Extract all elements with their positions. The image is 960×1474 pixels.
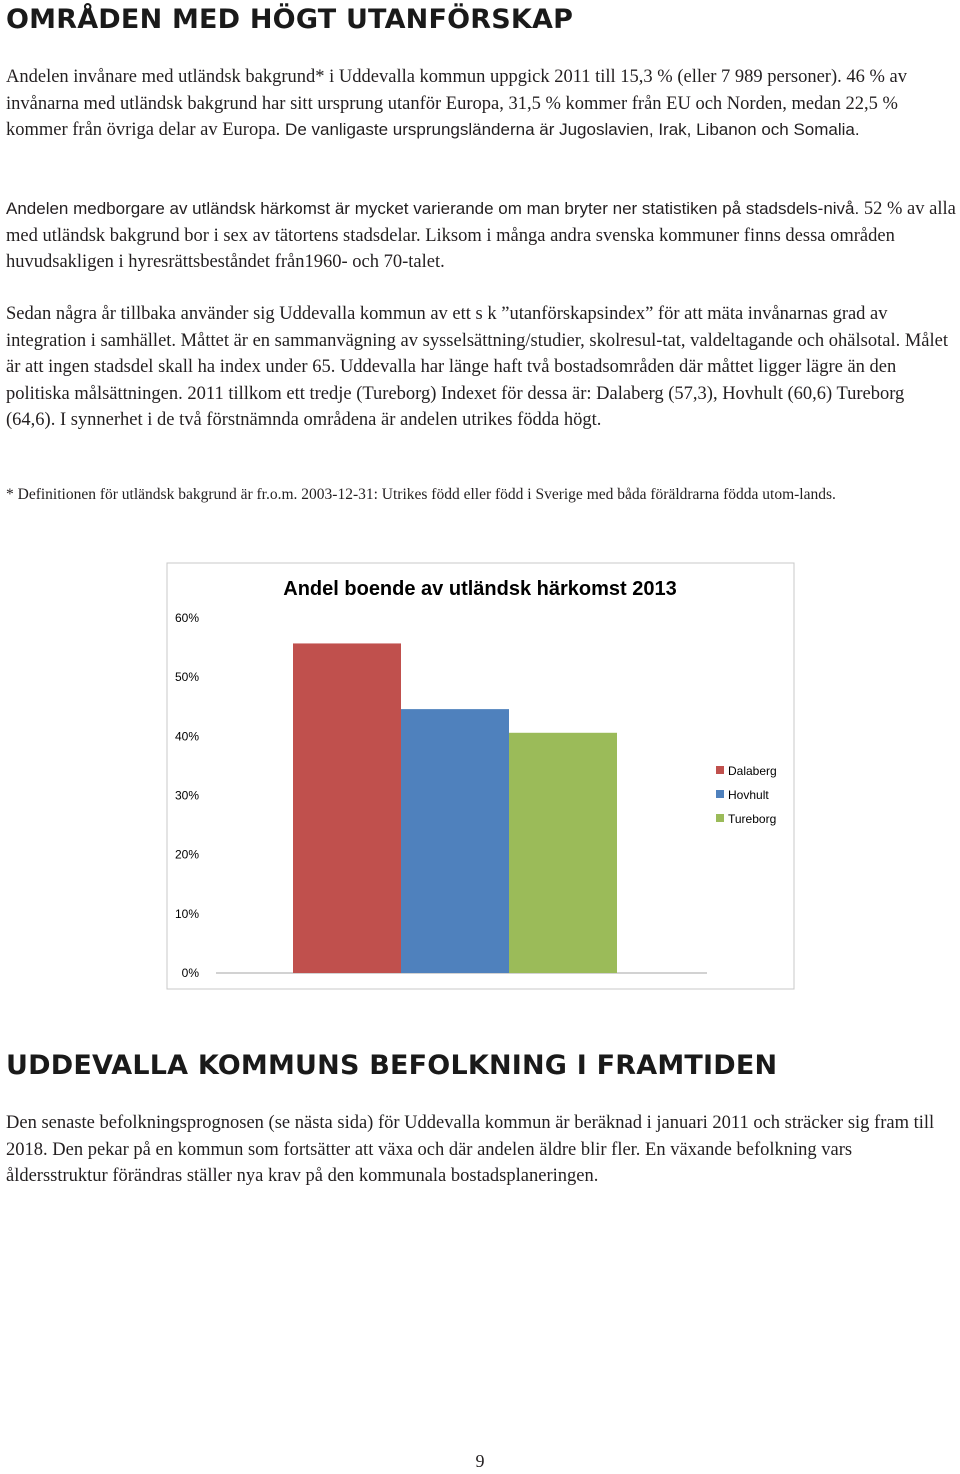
y-tick-label: 60% (174, 611, 199, 625)
y-tick-label: 10% (174, 906, 199, 921)
paragraph-background-share-text: Andelen invånare med utländsk bakgrund* i Uddevalla kommun uppgick 2011 till 15,3 % (eller 7 989 personer). 46 % av invånarna med utländsk bakgrund har sitt ursprung utanför Europa, 31,5 % kommer från EU och Norden, medan 22,5 % kommer från övriga delar av Europa. (6, 67, 907, 140)
chart-title: Andel boende av utländsk härkomst 2013 (283, 578, 677, 600)
paragraph-origin-countries-text: De vanligaste ursprungsländerna är Jugoslavien, Irak, Libanon och Somalia. (280, 120, 860, 139)
bar-tureborg (509, 733, 617, 973)
footnote-definition: * Definitionen för utländsk bakgrund är fr.o.m. 2003-12-31: Utrikes född eller född i Sverige med båda föräldrarna födda utom-lands. (6, 486, 836, 503)
paragraph-district-distribution-sans: Andelen medborgare av utländsk härkomst är mycket varierande om man bryter ner statistiken på stadsdels-nivå. (6, 199, 860, 218)
section-heading-befolkning: UDDEVALLA KOMMUNS BEFOLKNING I FRAMTIDEN (6, 1050, 778, 1081)
legend-swatch-dalaberg (716, 766, 724, 774)
paragraph-background-share (6, 64, 956, 144)
paragraph-district-distribution (6, 196, 956, 276)
paragraph-district-distribution-serif: 52 % av alla med utländsk bakgrund bor i sex av tätortens stadsdelar. Liksom i många andra svenska kommuner finns dessa områden huvudsakligen i hyresrättsbeståndet från1960- och 70-talet. (6, 199, 956, 272)
legend-label-tureborg: Tureborg (728, 812, 777, 826)
y-tick-label: 0% (181, 966, 199, 980)
y-tick-label: 20% (174, 847, 199, 862)
y-tick-label: 40% (174, 729, 199, 744)
bar-hovhult (401, 709, 509, 973)
legend-swatch-hovhult (716, 790, 724, 798)
paragraph-exclusion-index: Sedan några år tillbaka använder sig Uddevalla kommun av ett s k ”utanförskapsindex” för att mäta invånarnas grad av integration i samhället. Måttet är en sammanvägning av sysselsättning/studier, skolresul-tat, valdeltagande och ohälsotal. Målet är att ingen stadsdel skall ha index under 65. Uddevalla har länge haft två bostadsområden där måttet ligger lägre än den politiska målsättningen. 2011 tillkom ett tredje (Tureborg) Indexet för dessa är: Dalaberg (57,3), Hovhult (60,6) Tureborg (64,6). I synnerhet i de två förstnämnda områdena är andelen utrikes födda högt. (6, 304, 949, 430)
y-tick-label: 50% (174, 670, 199, 685)
legend-label-dalaberg: Dalaberg (728, 764, 777, 778)
legend-label-hovhult: Hovhult (728, 788, 769, 802)
bar-dalaberg (293, 643, 401, 973)
bar-chart (0, 555, 960, 995)
section-heading-utanforskap: OMRÅDEN MED HÖGT UTANFÖRSKAP (6, 4, 574, 35)
y-tick-label: 30% (174, 788, 199, 803)
page-number: 9 (475, 1451, 485, 1471)
paragraph-population-forecast: Den senaste befolkningsprognosen (se nästa sida) för Uddevalla kommun är beräknad i januari 2011 och sträcker sig fram till 2018. Den pekar på en kommun som fortsätter att växa och där andelen äldre blir fler. En växande befolkning vars åldersstruktur förändras ställer nya krav på den kommunala bostadsplaneringen. (6, 1113, 935, 1186)
legend-swatch-tureborg (716, 814, 724, 822)
